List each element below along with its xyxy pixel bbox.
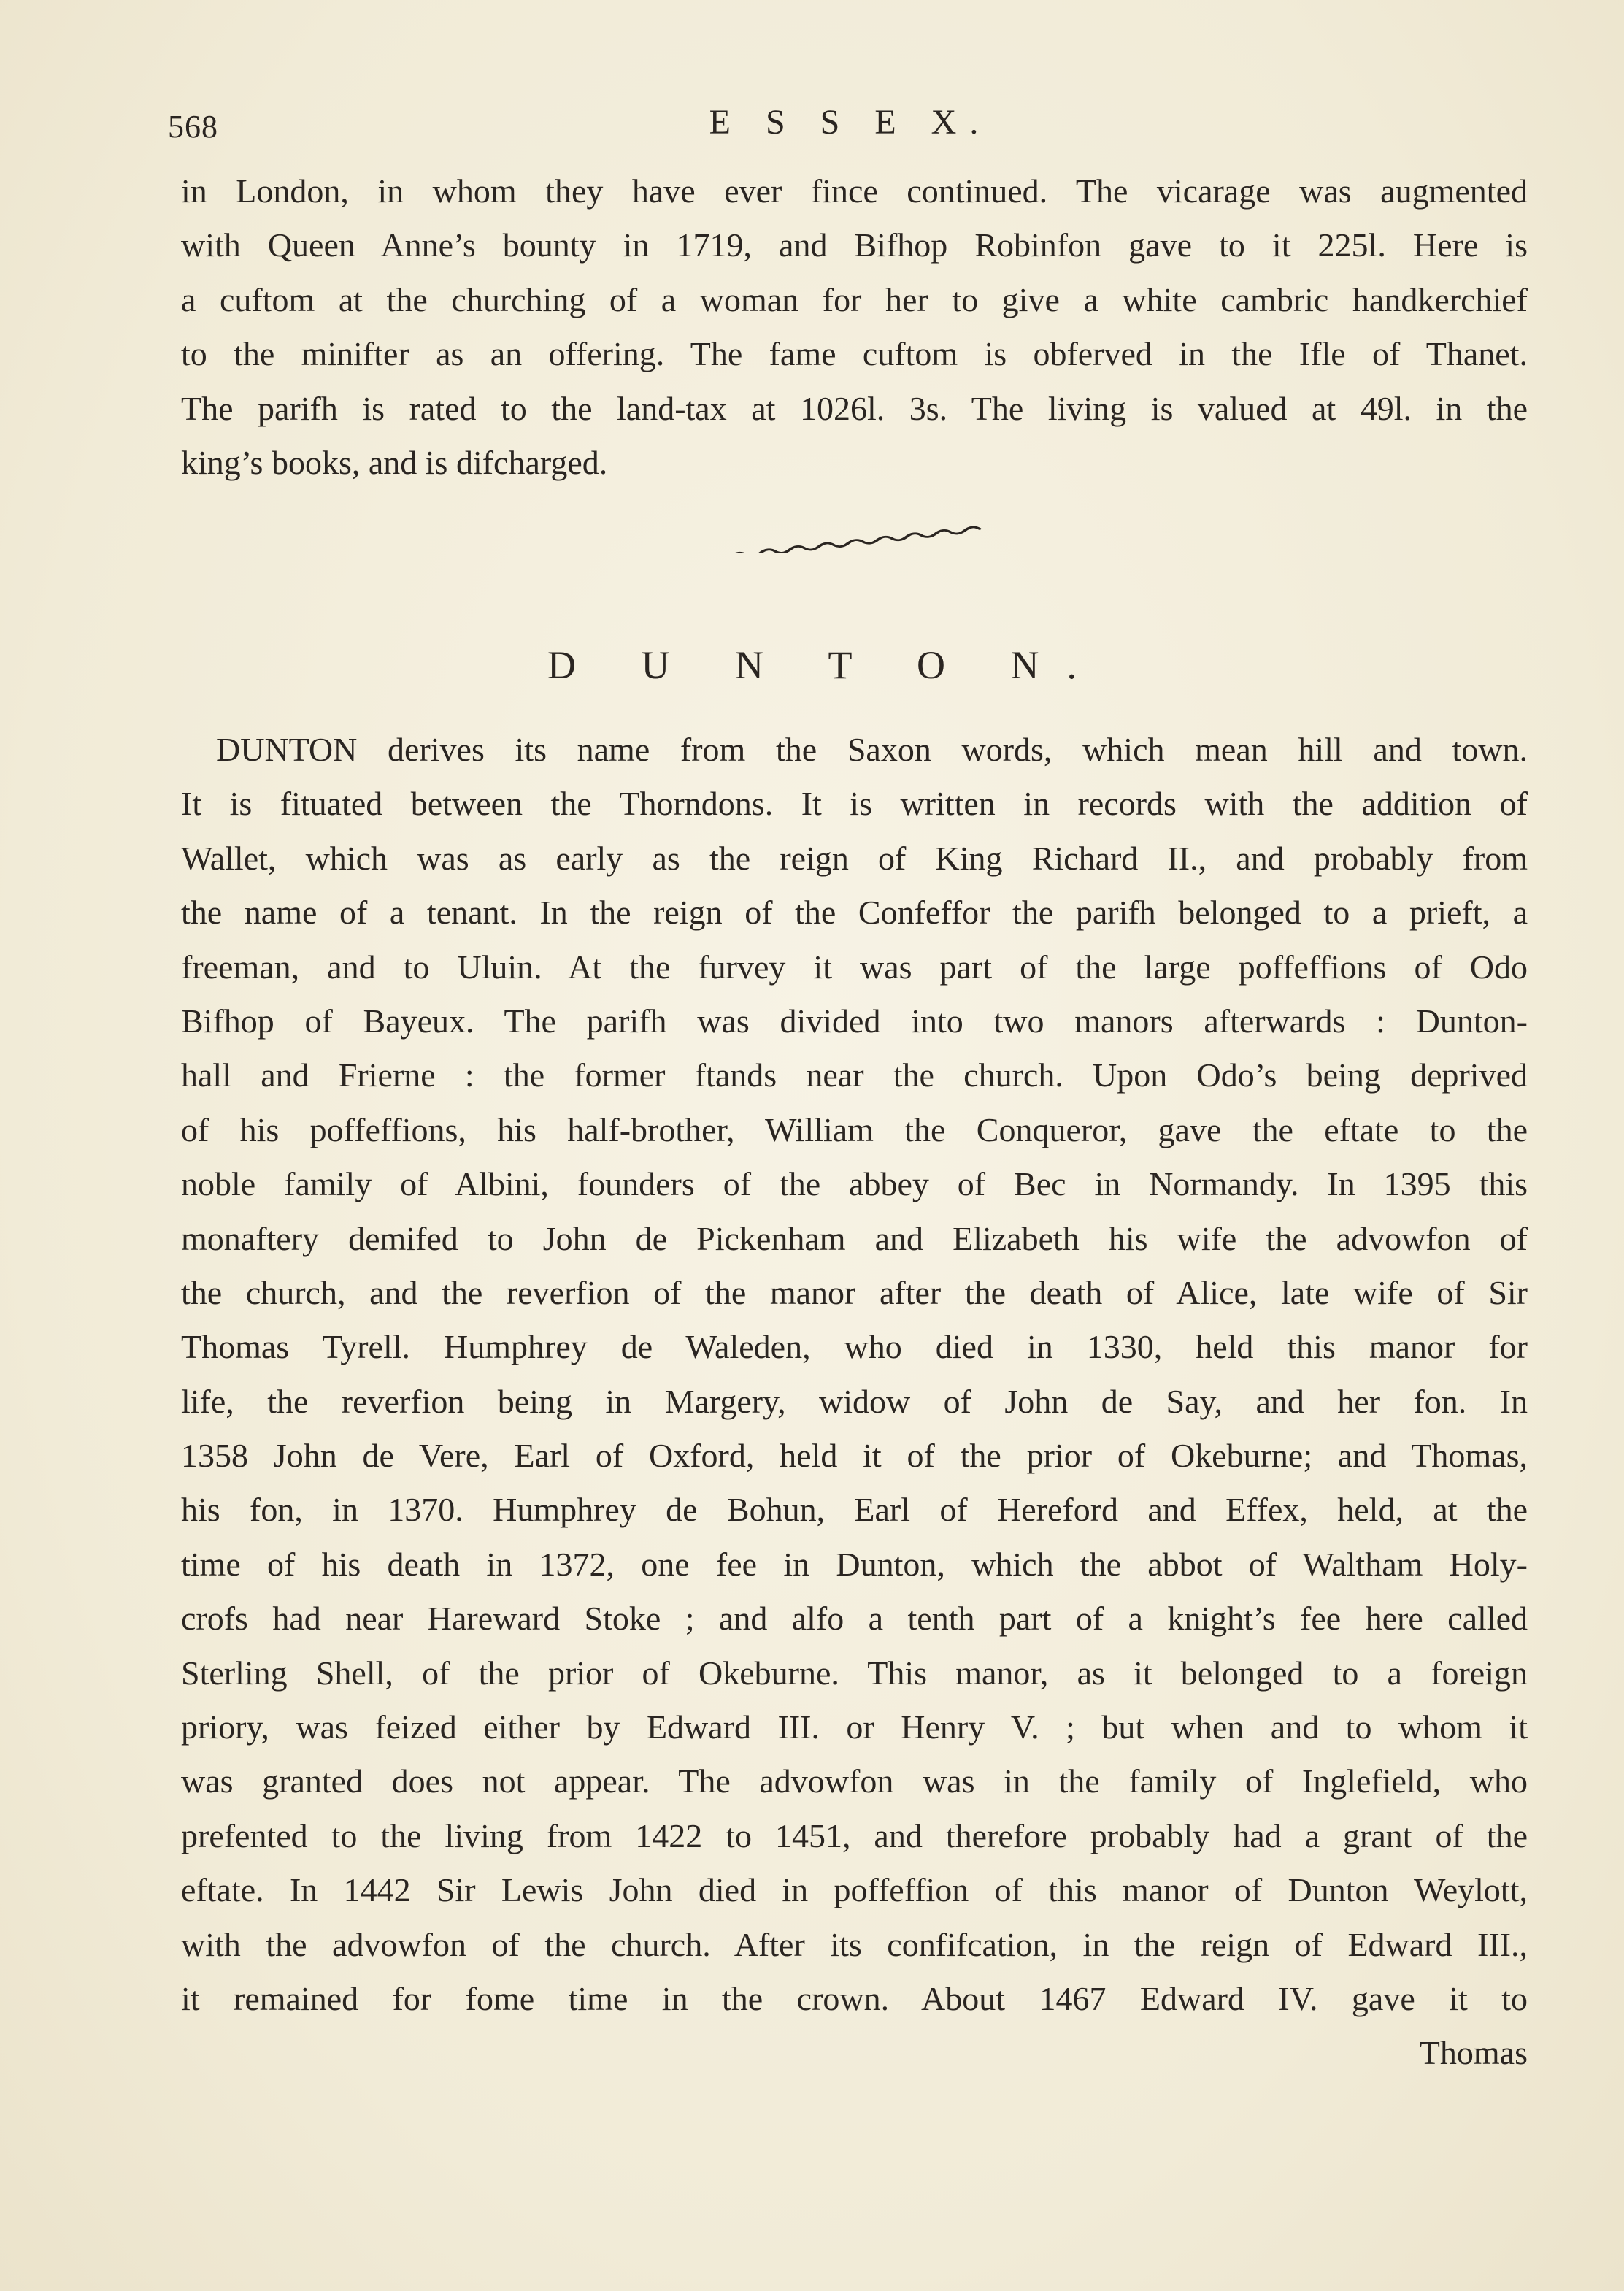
text-line: the name of a tenant. In the reign of the Confeffor the parifh belonged to a prieft, a xyxy=(181,894,1528,932)
text-line: Wallet, which was as early as the reign of King Richard II., and probably from xyxy=(181,839,1528,877)
paragraph-vicarage xyxy=(181,164,1528,490)
section-heading: D U N T O N. xyxy=(547,643,1105,687)
text-line: hall and Frierne : the former ftands near the church. Upon Odo’s being deprived xyxy=(181,1056,1528,1094)
text-line: freeman, and to Uluin. At the furvey it was part of the large poffeffions of Odo xyxy=(181,948,1528,986)
text-line: time of his death in 1372, one fee in Dunton, which the abbot of Waltham Holy- xyxy=(181,1545,1528,1583)
text-line: prefented to the living from 1422 to 1451, and therefore probably had a grant of the xyxy=(181,1816,1528,1854)
text-line: with the advowfon of the church. After its confifcation, in the reign of Edward III., xyxy=(181,1925,1528,1963)
text-line: of his poffeffions, his half-brother, William the Conqueror, gave the eftate to the xyxy=(181,1110,1528,1148)
text-line: eftate. In 1442 Sir Lewis John died in poffeffion of this manor of Dunton Weylott, xyxy=(181,1871,1528,1909)
text-line: The parifh is rated to the land-tax at 1026l. 3s. The living is valued at 49l. in the xyxy=(181,389,1528,427)
running-head xyxy=(168,102,1533,153)
text-line: the church, and the reverfion of the manor after the death of Alice, late wife of Sir xyxy=(181,1273,1528,1311)
ornament-divider xyxy=(701,524,993,553)
text-line: crofs had near Hareward Stoke ; and alfo a tenth part of a knight’s fee here called xyxy=(181,1600,1528,1638)
text-line: in London, in whom they have ever fince continued. The vicarage was augmented xyxy=(181,172,1528,210)
text-line: a cuftom at the churching of a woman for her to give a white cambric handkerchief xyxy=(181,280,1528,318)
text-line: was granted does not appear. The advowfon was in the family of Inglefield, who xyxy=(181,1762,1528,1800)
text-line: monaftery demifed to John de Pickenham and Elizabeth his wife the advowfon of xyxy=(181,1219,1528,1257)
text-line: king’s books, and is difcharged. xyxy=(181,443,608,481)
catchword: Thomas xyxy=(1419,2034,1528,2072)
text-line: priory, was feized either by Edward III. or Henry V. ; but when and to whom it xyxy=(181,1708,1528,1746)
text-line: Sterling Shell, of the prior of Okeburne. This manor, as it belonged to a foreign xyxy=(181,1654,1528,1692)
text-line: Bifhop of Bayeux. The parifh was divided into two manors afterwards : Dunton- xyxy=(181,1002,1528,1040)
text-line: with Queen Anne’s bounty in 1719, and Bifhop Robinfon gave to it 225l. Here is xyxy=(181,226,1528,264)
text-line: it remained for fome time in the crown. About 1467 Edward IV. gave it to xyxy=(181,1979,1528,2017)
text-line: 1358 John de Vere, Earl of Oxford, held it of the prior of Okeburne; and Thomas, xyxy=(181,1437,1528,1475)
running-title: E S S E X. xyxy=(709,103,992,142)
text-line: his fon, in 1370. Humphrey de Bohun, Earl of Hereford and Effex, held, at the xyxy=(181,1491,1528,1529)
text-line: life, the reverfion being in Margery, widow of John de Say, and her fon. In xyxy=(181,1382,1528,1420)
text-line: It is fituated between the Thorndons. It is written in records with the addition of xyxy=(181,785,1528,823)
text-line: Thomas Tyrell. Humphrey de Waleden, who died in 1330, held this manor for xyxy=(181,1328,1528,1366)
page-number: 568 xyxy=(168,109,218,145)
text-line: noble family of Albini, founders of the abbey of Bec in Normandy. In 1395 this xyxy=(181,1165,1528,1203)
text-line: DUNTON derives its name from the Saxon words, which mean hill and town. xyxy=(216,731,1528,768)
paragraph-dunton xyxy=(181,723,1528,2081)
text-line: to the minifter as an offering. The fame cuftom is obferved in the Ifle of Thanet. xyxy=(181,335,1528,373)
